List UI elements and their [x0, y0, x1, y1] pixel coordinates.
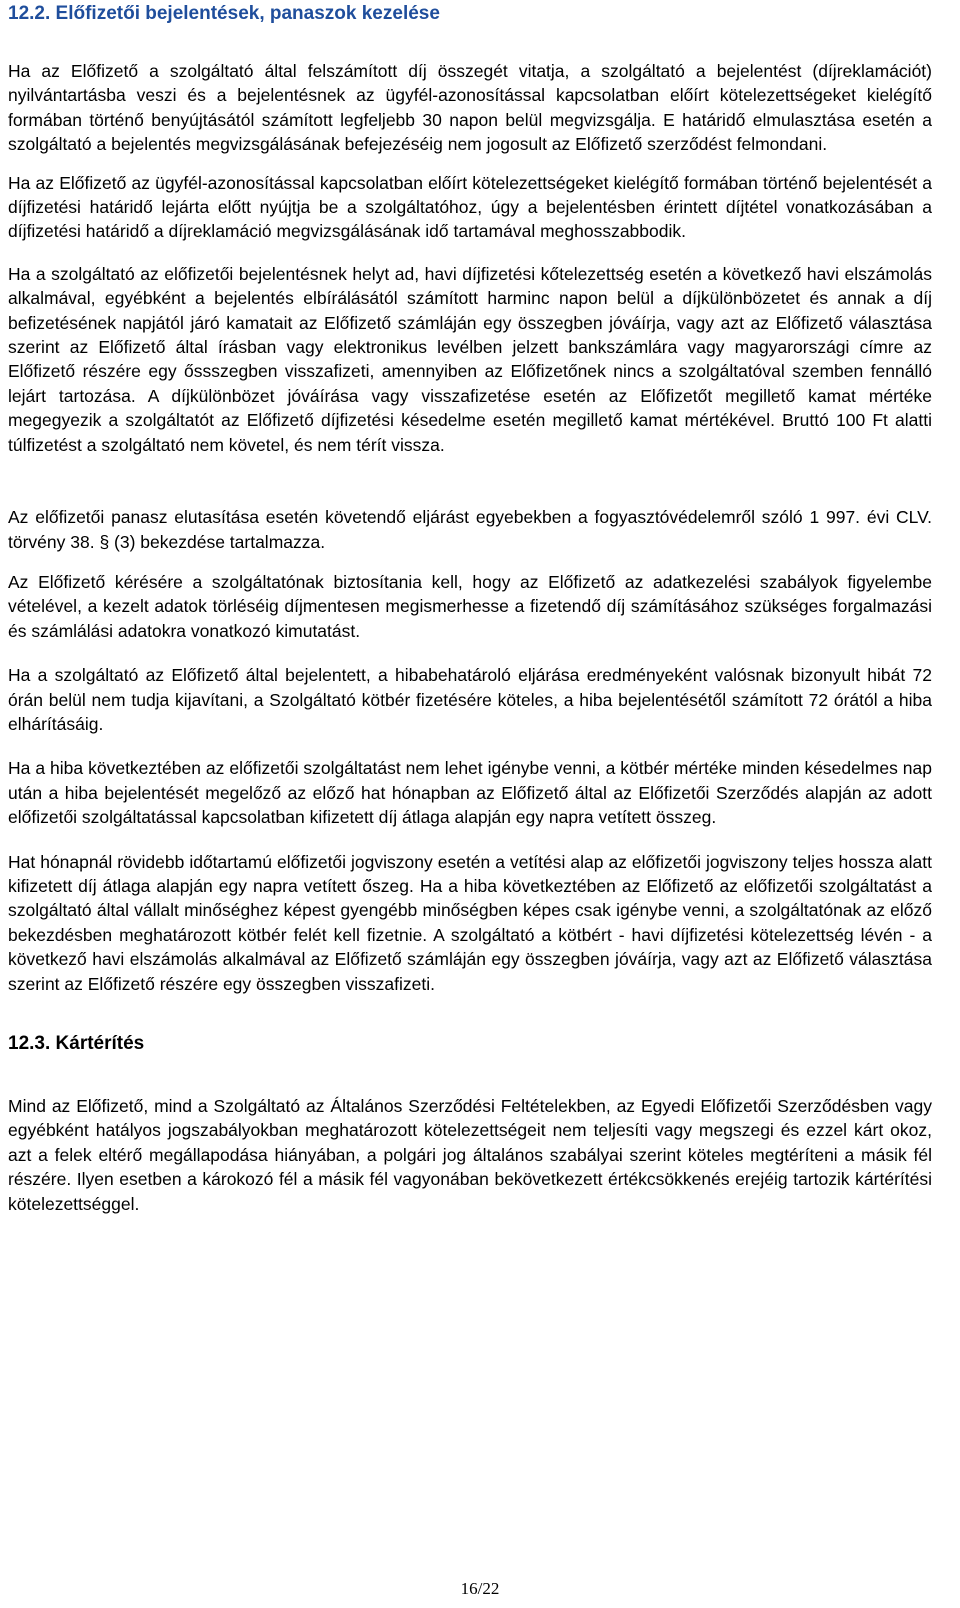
paragraph-fault-penalty: Ha a szolgáltató az Előfizető által bejelentett, a hibabehatároló eljárása eredményeként valósnak bizonyult hibát 72 órán belül nem tudja kijavítani, a Szolgáltató kötbér fizetésére köteles, a hiba bejelentésétől számított 72 órától a hiba elhárításáig.	[8, 665, 932, 734]
paragraph-fee-dispute: Ha az Előfizető a szolgáltató által felszámított díj összegét vitatja, a szolgáltató a bejelentést (díjreklamációt) nyilvántartásba veszi és a bejelentésnek az ügyfél-azonosítással kapcsolatban előírt kötelezettségeket kielégítő formában történő benyújtásától számított legfeljebb 30 napon belül megvizsgálja. E határidő elmulasztása esetén a szolgáltató a bejelentés megvizsgálásának befejezéséig nem jogosult az Előfizető szerződést felmondani.	[8, 61, 932, 155]
paragraph-penalty-amount: Ha a hiba következtében az előfizetői szolgáltatást nem lehet igénybe venni, a kötbér mértéke minden késedelmes nap után a hiba bejelentését megelőző az előző hat hónapban az Előfizető által az Előfizetői Szerződés alapján az adott előfizetői szolgáltatással kapcsolatban kifizetett díj átlaga alapján egy napra vetített összeg.	[8, 758, 932, 828]
paragraph-deadline-extension: Ha az Előfizető az ügyfél-azonosítással kapcsolatban előírt kötelezettségeket kielégítő formában történő bejelentését a díjfizetési határidő lejárta előtt nyújtja be a szolgáltatóhoz, úgy a bejelentésben érintett díjtétel vonatkozásában a díjfizetési határidő a díjreklamáció megvizsgálásának idő tartamával meghosszabbodik.	[8, 172, 932, 242]
paragraph-data-access: Az Előfizető kérésére a szolgáltatónak biztosítania kell, hogy az Előfizető az adatkezelési szabályok figyelembe vételével, a kezelt adatok törléséig díjmentesen megismerhesse a fizetendő díj számításához szükséges forgalmazási és számlálási adatokra vonatkozó kimutatást.	[8, 571, 932, 641]
document-body	[8, 0, 932, 1216]
paragraph-complaint-rejection: Az előfizetői panasz elutasítása esetén követendő eljárást egyebekben a fogyasztóvédelemről szóló 1 997. évi CLV. törvény 38. § (3) bekezdése tartalmazza.	[8, 507, 932, 552]
section-heading-compensation: 12.3. Kártérítés	[8, 1033, 145, 1054]
paragraph-short-contract: Hat hónapnál rövidebb időtartamú előfizetői jogviszony esetén a vetítési alap az előfizetői jogviszony teljes hossza alatt kifizetett díj átlaga alapján egy napra vetített őszeg. Ha a hiba következtében az Előfizető az előfizetői szolgáltatást a szolgáltató által vállalt minőséghez képest gyengébb minőségben képes csak igénybe venni, a szolgáltatónak az előző bekezdésben meghatározott kötbér felét kell fizetnie. A szolgáltató a kötbért - havi díjfizetési kötelezettség lévén - a következő havi elszámolás alkalmával az Előfizető számláján egy összegben jóváírja, vagy azt az Előfizető választása szerint az Előfizető részére egy összegben visszafizeti.	[8, 851, 932, 994]
paragraph-refund: Ha a szolgáltató az előfizetői bejelentésnek helyt ad, havi díjfizetési kőtelezettség esetén a következő havi elszámolás alkalmával, egyébként a bejelentés elbírálásától számított harminc napon belül a díjkülönbözetet és annak a díj befizetésének napjától járó kamatait az Előfizető számláján egy összegben jóváírja, vagy azt az Előfizető választása szerint az Előfizető által írásban vagy elektronikus levélben jelzett bankszámlára vagy magyarországi címre az Előfizető részére egy őssszegben visszafizeti, amennyiben az Előfizetőnek nincs a szolgáltatóval szemben fennálló lejárt tartozása. A díjkülönbözet jóváírása vagy visszafizetése esetén az Előfizetőt megillető kamat mértéke megegyezik a szolgáltatót az Előfizető díjfizetési késedelme esetén megillető kamat mértékével. Bruttó 100 Ft alatti túlfizetést a szolgáltató nem követel, és nem térít vissza.	[8, 263, 932, 455]
section-heading-complaints: 12.2. Előfizetői bejelentések, panaszok kezelése	[8, 3, 440, 24]
paragraph-damages: Mind az Előfizető, mind a Szolgáltató az Általános Szerződési Feltételekben, az Egyedi Előfizetői Szerződésben vagy egyébként hatályos jogszabályokban meghatározott kötelezettségeit nem teljesíti vagy megszegi és ezzel kárt okoz, azt a felek eltérő megállapodása hiányában, a polgári jog általános szabályai szerint köteles megtéríteni a másik fél részére. Ilyen esetben a károkozó fél a másik fél vagyonában bekövetkezett értékcsökkenés erejéig tartozik kártérítési kötelezettséggel.	[8, 1096, 932, 1214]
page-number: 16/22	[460, 1579, 500, 1598]
